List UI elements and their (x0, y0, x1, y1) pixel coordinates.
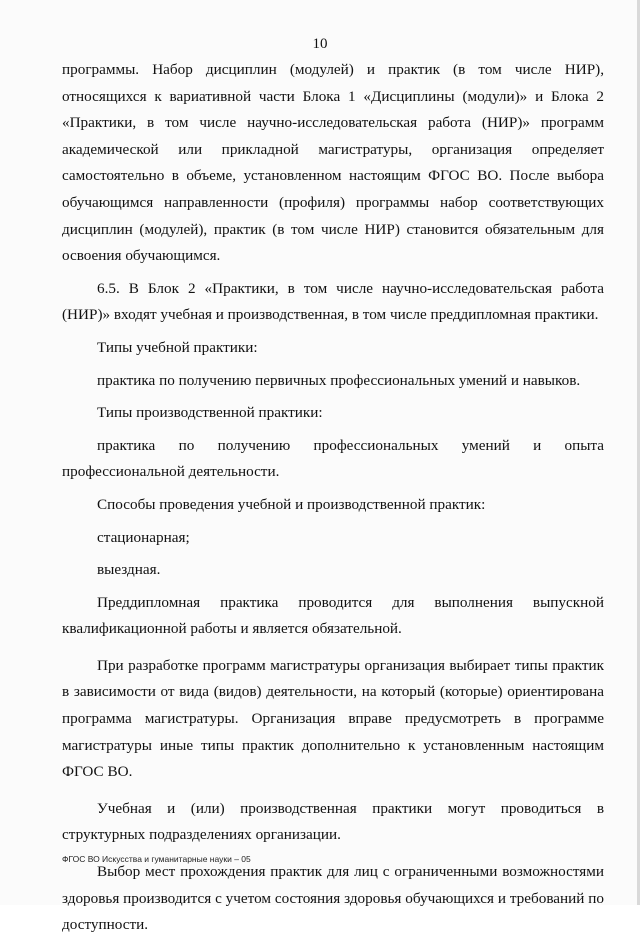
paragraph-practice-selection: При разработке программ магистратуры организация выбирает типы практик в зависимости от вида (видов) деятельности, на который (которые) ориентирована программа магистратуры. Организация вправе предусмотреть в программе магистратуры иные типы практик дополнительно к установленным настоящим ФГОС ВО. (62, 656, 604, 781)
paragraph-practice-methods-heading: Способы проведения учебной и производственной практик: (97, 495, 486, 513)
paragraph-production-practice-types-heading: Типы производственной практики: (97, 404, 323, 422)
paragraph-accessibility: Выбор мест прохождения практик для лиц с ограниченными возможностями здоровья производится с учетом состояния здоровья обучающихся и требований по доступности. (62, 863, 604, 934)
paragraph-training-practice-type: практика по получению первичных профессиональных умений и навыков. (97, 371, 581, 389)
paragraph-production-practice-type: практика по получению профессиональных умений и опыта профессиональной деятельности. (62, 436, 604, 481)
paragraph-prediploma-practice: Преддипломная практика проводится для выполнения выпускной квалификационной работы и является обязательной. (62, 593, 604, 638)
paragraph-method-stationary: стационарная; (97, 528, 190, 546)
document-body (62, 57, 604, 939)
paragraph-training-practice-types-heading: Типы учебной практики: (97, 338, 258, 356)
paragraph-method-field: выездная. (97, 561, 161, 579)
paragraph-structural-units: Учебная и (или) производственная практики могут проводиться в структурных подразделениях организации. (62, 799, 604, 844)
paragraph-continuation: программы. Набор дисциплин (модулей) и практик (в том числе НИР), относящихся к вариативной части Блока 1 «Дисциплины (модули)» и Блока 2 «Практики, в том числе научно-исследовательская работа (НИР)» программ академической или прикладной магистратуры, организация определяет самостоятельно в объеме, установленном настоящим ФГОС ВО. После выбора обучающимся направленности (профиля) программы набор соответствующих дисциплин (модулей), практик (в том числе НИР) становится обязательным для освоения обучающимся. (62, 61, 604, 265)
paragraph-section-6-5: 6.5. В Блок 2 «Практики, в том числе научно-исследовательская работа (НИР)» входят учебная и производственная, в том числе преддипломная практики. (62, 279, 604, 324)
page-footer: ФГОС ВО Искусства и гуманитарные науки – 05 (62, 854, 251, 864)
page-number: 10 (312, 36, 328, 52)
